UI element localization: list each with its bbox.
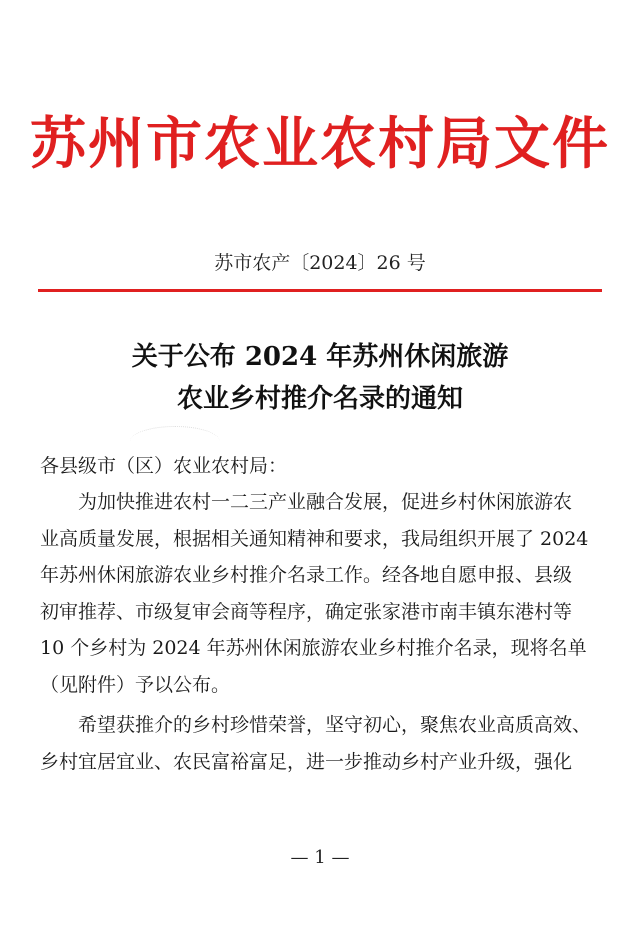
- red-divider-line: [38, 289, 602, 292]
- paragraph-line: 为加快推进农村一二三产业融合发展，促进乡村休闲旅游农: [78, 491, 573, 513]
- paragraph-line: 业高质量发展，根据相关通知精神和要求，我局组织开展了 2024: [40, 527, 589, 550]
- paragraph-line: 年苏州休闲旅游农业乡村推介名录工作。经各地自愿申报、县级: [40, 564, 573, 586]
- body-paragraph-2: [40, 707, 605, 780]
- body-paragraph-1: [40, 484, 605, 703]
- paragraph-line: 初审推荐、市级复审会商等程序，确定张家港市南丰镇东港村等: [40, 600, 573, 623]
- salutation: 各县级市（区）农业农村局：: [40, 455, 288, 477]
- paragraph-line: 希望获推介的乡村珍惜荣誉，坚守初心，聚焦农业高质高效、: [78, 714, 592, 736]
- paragraph-line: 10 个乡村为 2024 年苏州休闲旅游农业乡村推介名录，现将名单: [40, 637, 587, 659]
- paragraph-line: （见附件）予以公布。: [40, 673, 231, 696]
- document-title-line-2: 农业乡村推介名录的通知: [176, 384, 463, 414]
- issuing-authority-header: 苏州市农业农村局文件: [30, 111, 610, 177]
- paragraph-line: 乡村宜居宜业、农民富裕富足，进一步推动乡村产业升级，强化: [40, 750, 573, 773]
- document-title-line-1: 关于公布 2024 年苏州休闲旅游: [131, 342, 509, 372]
- document-number: 苏市农产〔2024〕26 号: [214, 252, 426, 274]
- page-number: — 1 —: [290, 847, 350, 868]
- document-title: [0, 336, 640, 420]
